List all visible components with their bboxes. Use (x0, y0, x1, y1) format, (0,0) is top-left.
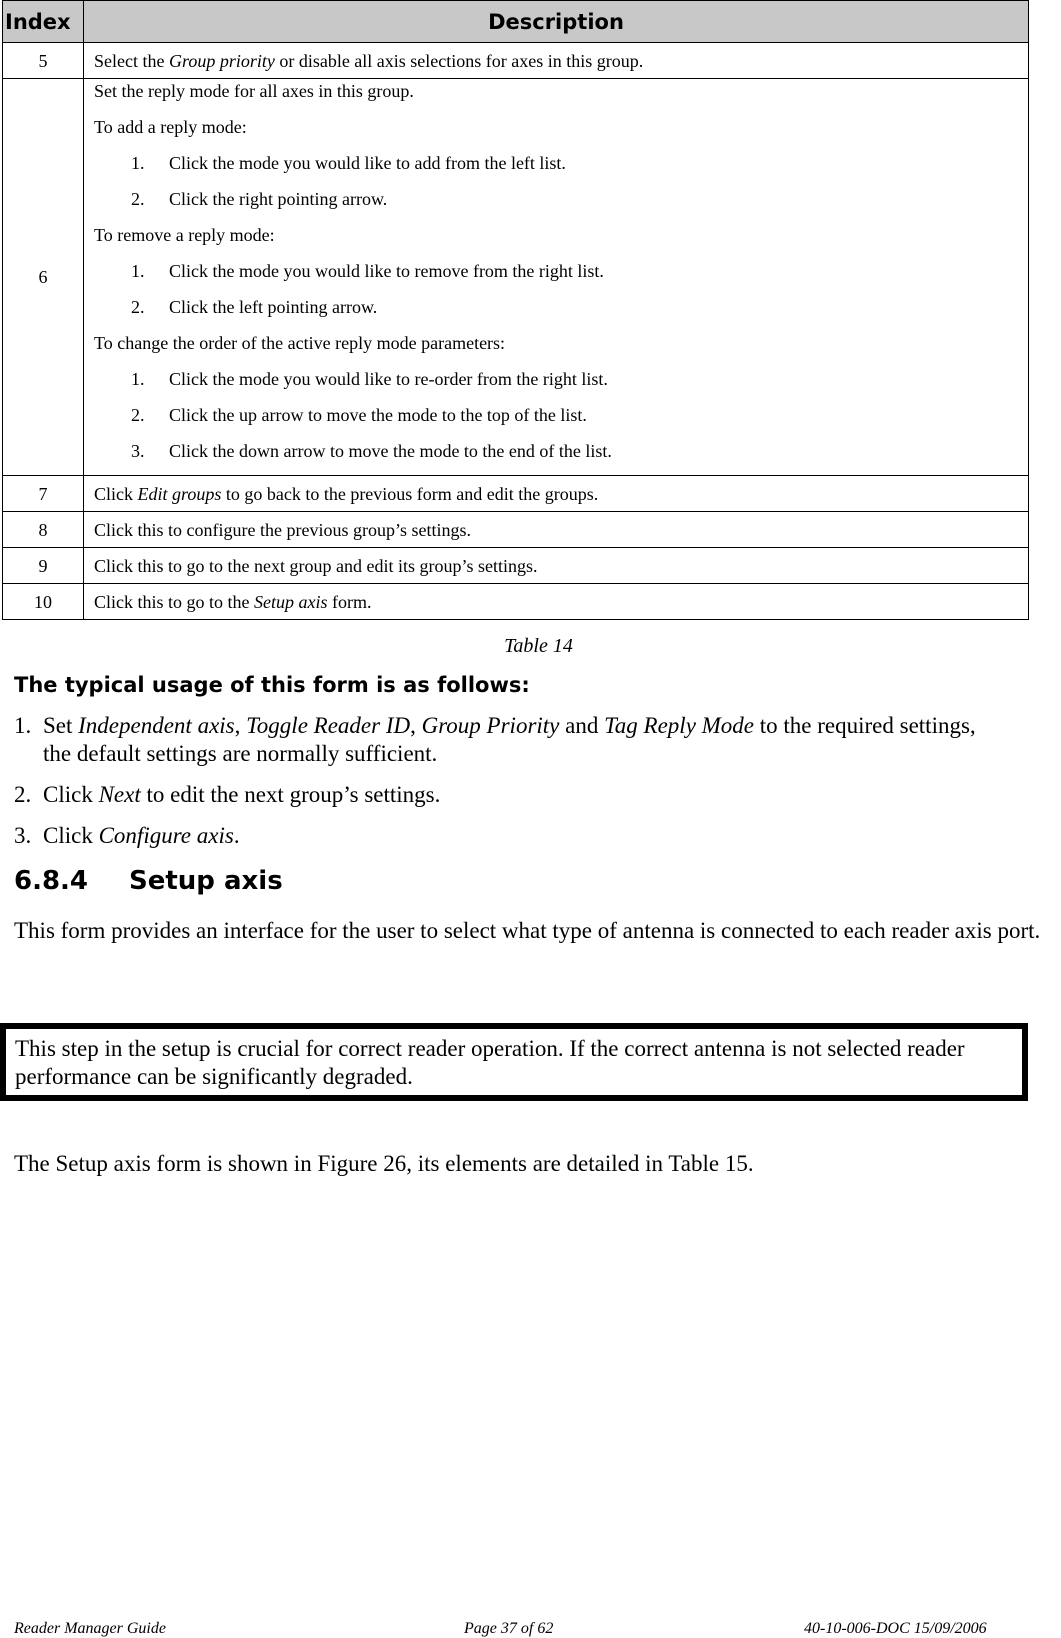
usage-steps (14, 712, 1061, 850)
text-run: form. (327, 591, 372, 612)
row-description (84, 476, 1029, 512)
table-row (3, 79, 1029, 476)
text-run: Click this to go to the (94, 591, 254, 612)
warning-text: This step in the setup is crucial for correct reader operation. If the correct antenna is not selected reader performance can be significantly degraded. (15, 1036, 965, 1089)
index-column-header: Index (3, 1, 84, 43)
reference-paragraph: The Setup axis form is shown in Figure 26, its elements are detailed in Table 15. (14, 1151, 754, 1176)
text-run: Select the (94, 50, 169, 71)
row-index: 6 (3, 79, 84, 476)
list-item: 1. Click the mode you would like to add from the left list. (131, 153, 566, 173)
list-item: 1. Click the mode you would like to remove from the right list. (131, 261, 604, 281)
step-number: 1. (14, 713, 32, 738)
emphasis-text: Edit groups (137, 483, 222, 504)
add-steps (94, 151, 1028, 223)
list-item: 2. Click the right pointing arrow. (131, 189, 388, 209)
order-title: To change the order of the active reply mode parameters: (94, 333, 506, 353)
table-row (3, 548, 1029, 584)
emphasis-text: Setup axis (254, 591, 328, 612)
row-description (84, 43, 1029, 79)
footer-page-number: Page 37 of 62 (464, 1620, 554, 1637)
section-title: Setup axis (129, 866, 283, 896)
row-description: Click this to go to the next group and edit its group’s settings. (84, 548, 1029, 584)
step-number: 3. (14, 823, 32, 848)
row-index: 5 (3, 43, 84, 79)
row-description (84, 584, 1029, 620)
list-item: 1. Click the mode you would like to re-order from the right list. (131, 369, 608, 389)
table-caption: Table 14 (504, 635, 573, 657)
list-item: 2. Click the left pointing arrow. (131, 297, 378, 317)
list-item: 3. Click Configure axis. (14, 823, 240, 848)
row-index: 10 (3, 584, 84, 620)
table-row (3, 43, 1029, 79)
section-heading (14, 866, 283, 896)
remove-title: To remove a reply mode: (94, 225, 275, 245)
warning-box (0, 1023, 1028, 1101)
row-index: 8 (3, 512, 84, 548)
remove-steps (94, 259, 1028, 331)
row-index: 7 (3, 476, 84, 512)
row-description (84, 79, 1029, 476)
table-row (3, 512, 1029, 548)
description-column-header: Description (84, 1, 1029, 43)
list-item: 3. Click the down arrow to move the mode to the end of the list. (131, 441, 612, 461)
footer-doc-id: 40-10-006-DOC 15/09/2006 (804, 1620, 987, 1637)
reply-mode-intro: Set the reply mode for all axes in this group. (94, 81, 414, 101)
emphasis-text: Group priority (168, 50, 275, 71)
table-row (3, 584, 1029, 620)
footer-doc-title: Reader Manager Guide (14, 1620, 166, 1637)
table-row (3, 476, 1029, 512)
list-item: 2. Click Next to edit the next group’s settings. (14, 782, 441, 807)
section-number: 6.8.4 (14, 866, 89, 896)
intro-paragraph: This form provides an interface for the user to select what type of antenna is connected to each reader axis port. (14, 918, 1041, 943)
table-header-row (3, 1, 1029, 43)
text-run: to go back to the previous form and edit the groups. (221, 483, 599, 504)
row-index: 9 (3, 548, 84, 584)
step-number: 2. (14, 782, 32, 807)
order-steps (94, 367, 1028, 475)
usage-heading: The typical usage of this form is as follows: (14, 673, 530, 697)
list-item: 2. Click the up arrow to move the mode to the top of the list. (131, 405, 587, 425)
row-description: Click this to configure the previous group’s settings. (84, 512, 1029, 548)
text-run: or disable all axis selections for axes in this group. (274, 50, 644, 71)
list-item: 1. Set Independent axis, Toggle Reader ID, Group Priority and Tag Reply Mode to the required settings, the default settings are normally sufficient. (14, 713, 976, 766)
text-run: Click (94, 483, 138, 504)
elements-table (2, 0, 1029, 620)
add-title: To add a reply mode: (94, 117, 247, 137)
